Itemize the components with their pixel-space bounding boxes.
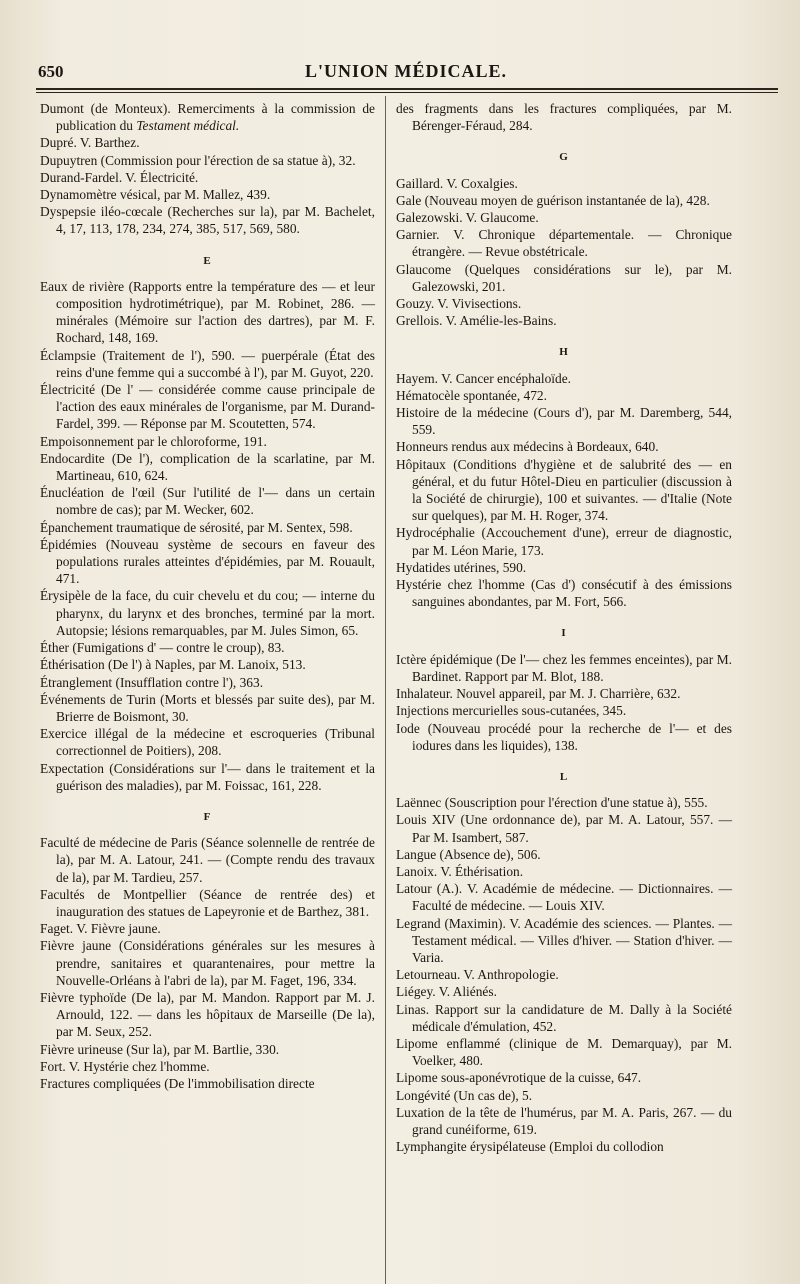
index-entry: Électricité (De l' — considérée comme cause principale de l'action des eaux minérales de l'organisme, par M. Durand-Fardel, 399. — Réponse par M. Scoutetten, 574. (40, 382, 375, 432)
index-entry: Érysipèle de la face, du cuir chevelu et du cou; — interne du pharynx, du larynx et des bronches, terminé par la mort. Autopsie; lésions remarquables, par M. Jules Simon, 65. (40, 588, 375, 638)
index-entry: Inhalateur. Nouvel appareil, par M. J. Charrière, 632. (396, 686, 681, 702)
section-letter: F (203, 810, 212, 823)
index-entry: Éther (Fumigations d' — contre le croup), 83. (40, 640, 285, 656)
index-entry: Garnier. V. Chronique départementale. — Chronique étrangère. — Revue obstétricale. (396, 227, 732, 260)
section-letter: I (561, 627, 567, 640)
index-entry: Longévité (Un cas de), 5. (396, 1087, 533, 1103)
index-entry: Éclampsie (Traitement de l'), 590. — puerpérale (État des reins d'une femme qui a succombé à l'), par M. Guyot, 220. (40, 347, 375, 380)
index-entry: Dupuytren (Commission pour l'érection de sa statue à), 32. (40, 152, 356, 168)
index-entry: Liégey. V. Aliénés. (396, 984, 497, 1000)
index-entry: Épanchement traumatique de sérosité, par M. Sentex, 598. (40, 519, 353, 535)
index-entry: Hystérie chez l'homme (Cas d') consécutif à des émissions sanguines abondantes, par M. Fort, 566. (396, 577, 732, 610)
index-entry: Fort. V. Hystérie chez l'homme. (40, 1058, 210, 1074)
index-entry: Éthérisation (De l') à Naples, par M. Lanoix, 513. (40, 657, 306, 673)
index-entry: Fièvre urineuse (Sur la), par M. Bartlie, 330. (40, 1041, 280, 1057)
index-entry: Louis XIV (Une ordonnance de), par M. A. Latour, 557. — Par M. Isambert, 587. (396, 812, 732, 845)
index-entry: Ictère épidémique (De l'— chez les femmes enceintes), par M. Bardinet. Rapport par M. Blot, 188. (396, 651, 732, 684)
page-header (36, 56, 776, 86)
index-entry: Injections mercurielles sous-cutanées, 345. (396, 703, 627, 719)
index-entry: Gale (Nouveau moyen de guérison instantanée de la), 428. (396, 192, 710, 208)
index-entry: Faget. V. Fièvre jaune. (40, 921, 161, 937)
index-entry: Gouzy. V. Vivisections. (396, 296, 522, 312)
index-entry: Hématocèle spontanée, 472. (396, 387, 547, 403)
index-entry: Dumont (de Monteux). Remerciments à la commission de publication du Testament médical. (40, 101, 375, 134)
index-entry: Lipome sous-aponévrotique de la cuisse, 647. (396, 1070, 642, 1086)
index-entry: Empoisonnement par le chloroforme, 191. (40, 433, 267, 449)
index-entry: Lanoix. V. Éthérisation. (396, 863, 524, 879)
index-entry: Lymphangite érysipélateuse (Emploi du collodion (396, 1139, 664, 1155)
index-entry: Hôpitaux (Conditions d'hygiène et de salubrité des — en général, et du futur Hôtel-Dieu en particulier (discussion à la Société de chirurgie), 100 et suivantes. — d'Italie (Note sur quelques), par M. H. Roger, 374. (396, 456, 732, 524)
index-entry: Fièvre typhoïde (De la), par M. Mandon. Rapport par M. J. Arnould, 122. — dans les hôpitaux de Marseille (De la), par M. Seux, 252. (40, 989, 375, 1040)
index-entry: Lipome enflammé (clinique de M. Demarquay), par M. Voelker, 480. (396, 1035, 732, 1069)
index-entry: Glaucome (Quelques considérations sur le), par M. Galezowski, 201. (396, 261, 732, 294)
index-entry: Durand-Fardel. V. Électricité. (40, 169, 199, 185)
index-entry: des fragments dans les fractures compliquées, par M. Bérenger-Féraud, 284. (396, 101, 732, 134)
index-entry: Histoire de la médecine (Cours d'), par M. Daremberg, 544, 559. (396, 405, 732, 438)
index-column-right (396, 100, 732, 1155)
index-entry: Épidémies (Nouveau système de secours en faveur des populations rurales atteintes d'épidémies, par M. Rouault, 471. (40, 536, 375, 587)
index-column-left (40, 100, 375, 1092)
index-entry: Iode (Nouveau procédé pour la recherche de l'— et des iodures dans les liquides), 138. (396, 720, 732, 753)
header-rule (36, 88, 778, 90)
index-entry: Étranglement (Insufflation contre l'), 363. (40, 674, 264, 690)
index-entry: Grellois. V. Amélie-les-Bains. (396, 313, 557, 329)
index-entry: Hydrocéphalie (Accouchement d'une), erreur de diagnostic, par M. Léon Marie, 173. (396, 525, 732, 558)
index-entry: Legrand (Maximin). V. Académie des sciences. — Plantes. — Testament médical. — Villes d'hiver. — Station d'hiver. — Varia. (396, 915, 732, 965)
index-entry: Exercice illégal de la médecine et escroqueries (Tribunal correctionnel de Poitiers), 208. (40, 726, 375, 759)
index-entry: Fièvre jaune (Considérations générales sur les mesures à prendre, sanitaires et quarantenaires, pour mettre la Nouvelle-Orléans à l'abri de la), par M. Faget, 196, 334. (40, 938, 375, 988)
index-entry: Endocardite (De l'), complication de la scarlatine, par M. Martineau, 610, 624. (40, 450, 375, 484)
index-entry: Gaillard. V. Coxalgies. (396, 175, 518, 191)
index-entry: Hydatides utérines, 590. (396, 559, 527, 575)
index-entry: Événements de Turin (Morts et blessés par suite des), par M. Brierre de Boismont, 30. (40, 691, 375, 724)
index-entry: Énucléation de l'œil (Sur l'utilité de l'— dans un certain nombre de cas); par M. Wecker, 602. (40, 485, 375, 518)
index-entry: Honneurs rendus aux médecins à Bordeaux, 640. (396, 439, 659, 455)
index-entry: Letourneau. V. Anthropologie. (396, 967, 559, 983)
section-letter: H (559, 346, 569, 359)
index-entry: Laënnec (Souscription pour l'érection d'une statue à), 555. (396, 795, 708, 811)
index-entry: Latour (A.). V. Académie de médecine. — Dictionnaires. — Faculté de médecine. — Louis XIV. (396, 881, 732, 914)
index-entry: Dyspepsie iléo-cœcale (Recherches sur la), par M. Bachelet, 4, 17, 113, 178, 234, 274, 385, 517, 569, 580. (40, 204, 375, 237)
index-entry: Hayem. V. Cancer encéphaloïde. (396, 370, 572, 386)
index-entry: Eaux de rivière (Rapports entre la température des — et leur composition hydrotimétrique), par M. Robinet, 286. — minérales (Mémoire sur l'action des dartres), par M. F. Rochard, 148, 169. (40, 278, 375, 346)
index-entry: Faculté de médecine de Paris (Séance solennelle de rentrée de la), par M. A. Latour, 241. — (Compte rendu des travaux de la), par M. Tardieu, 257. (40, 835, 375, 885)
index-entry: Dupré. V. Barthez. (40, 135, 140, 151)
header-rule-thin (36, 92, 778, 93)
section-letter: G (559, 151, 569, 164)
column-divider (385, 96, 386, 1284)
index-entry: Luxation de la tête de l'humérus, par M. A. Paris, 267. — du grand cunéiforme, 619. (396, 1104, 732, 1137)
index-entry: Galezowski. V. Glaucome. (396, 210, 539, 226)
index-entry: Expectation (Considérations sur l'— dans le traitement et la guérison des maladies), par M. Foissac, 161, 228. (40, 760, 375, 793)
italic-title: Testament médical. (136, 118, 240, 134)
section-letter: E (203, 254, 212, 267)
index-entry: Langue (Absence de), 506. (396, 846, 541, 862)
section-letter: L (559, 770, 569, 783)
index-entry: Facultés de Montpellier (Séance de rentrée des) et inauguration des statues de Lapeyronie et de Barthez, 381. (40, 886, 375, 919)
page-number: 650 (38, 62, 64, 81)
index-entry: Fractures compliquées (De l'immobilisation directe (40, 1075, 315, 1091)
journal-title: L'UNION MÉDICALE. (304, 61, 508, 81)
index-entry: Linas. Rapport sur la candidature de M. Dally à la Société médicale d'émulation, 452. (396, 1001, 732, 1034)
index-entry: Dynamomètre vésical, par M. Mallez, 439. (40, 187, 271, 203)
